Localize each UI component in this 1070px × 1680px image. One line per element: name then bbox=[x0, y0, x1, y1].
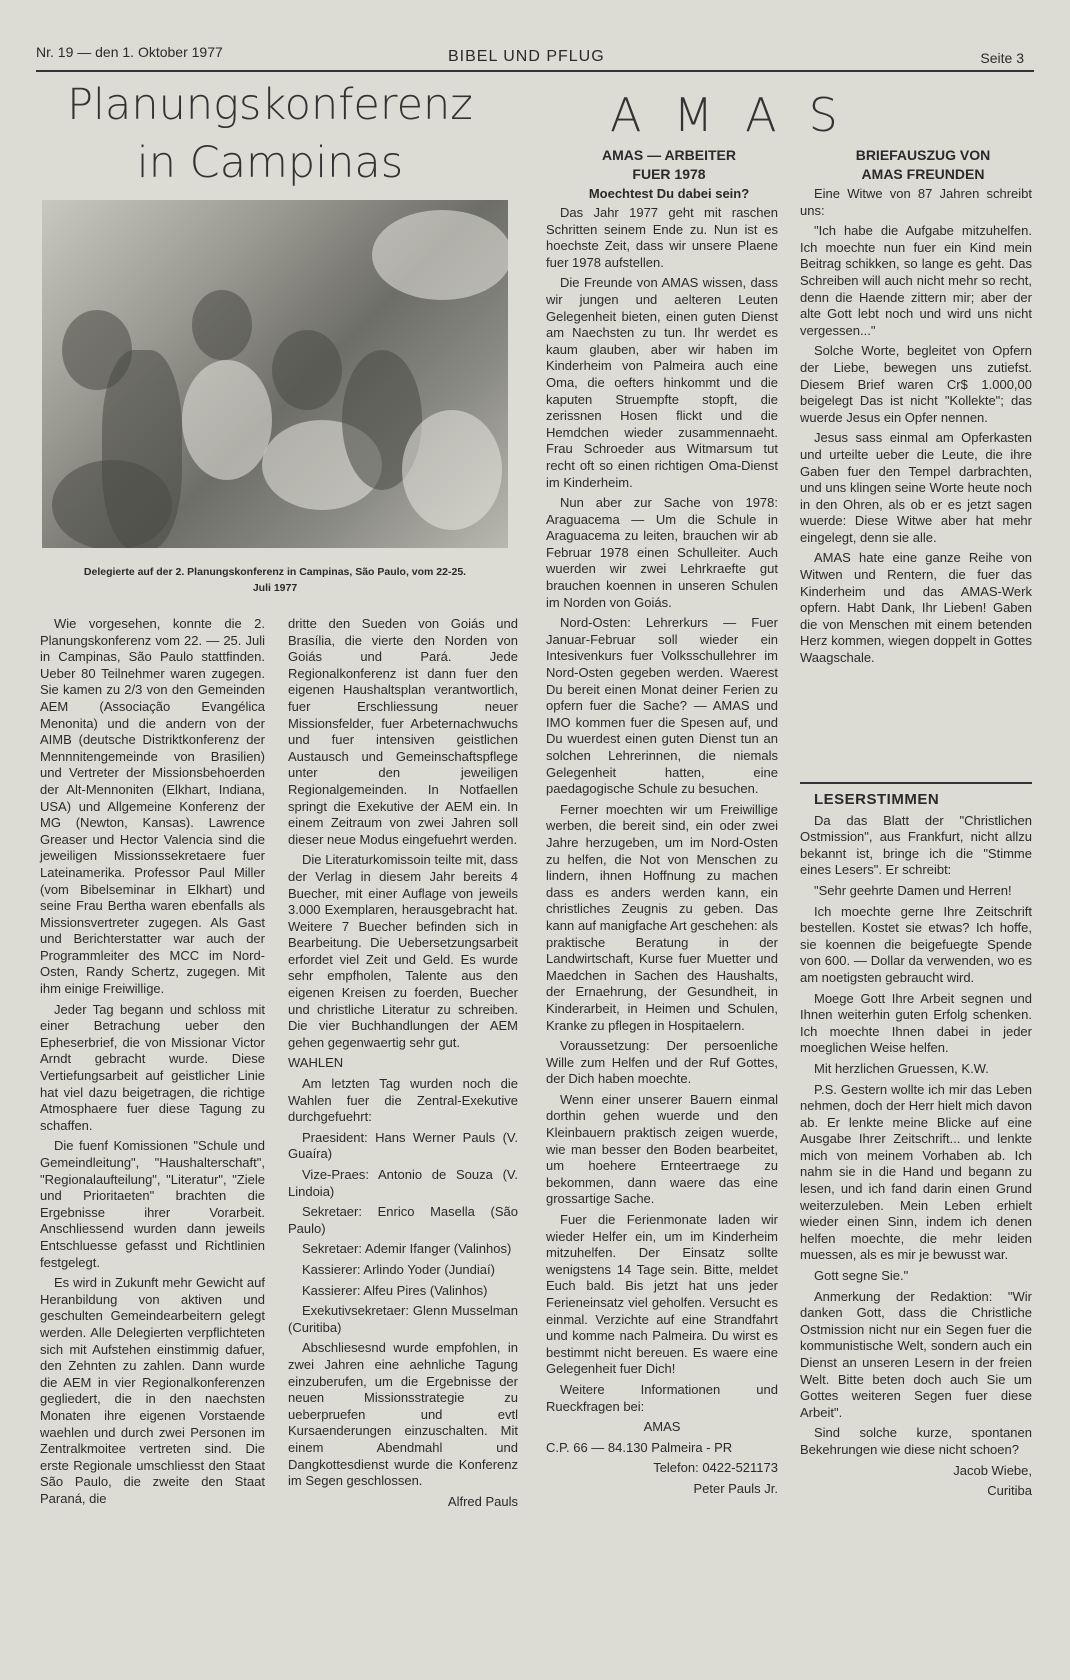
headline-line-2: in Campinas bbox=[136, 138, 404, 188]
headline-line-1: Planungskonferenz bbox=[67, 80, 473, 130]
conference-photo bbox=[42, 200, 508, 548]
paper-name: BIBEL UND PFLUG bbox=[448, 48, 605, 65]
briefauszug-title-1: BRIEFAUSZUG VON bbox=[855, 147, 991, 163]
article-column-1 bbox=[40, 616, 265, 1511]
paragraph: "Ich habe die Aufgabe mitzuhelfen. Ich moechte nun fuer ein Kind mein Beitrag schikken, so lange es geht. Das Schreiben will auch nicht mehr so recht, denn die Haende zittern mir; aber der alte Gott lebt noch und wird uns nicht vergessen..." bbox=[800, 223, 1032, 338]
paragraph: Wenn einer unserer Bauern einmal dorthin gehen wuerde und den Kleinbauern praktisch zeigen wuerde, wie man besser den Boden bearbeitet, um hoehere Ernteertraege zu bekommen, dann waere das eine grossartige Sache. bbox=[546, 1091, 778, 1207]
letters-column bbox=[800, 148, 1032, 671]
wahlen-heading: WAHLEN bbox=[288, 1055, 344, 1071]
paragraph: Sind solche kurze, spontanen Bekehrungen wie diese nicht schoen? bbox=[800, 1425, 1032, 1457]
officer-entry: Sekretaer: Ademir Ifanger (Valinhos) bbox=[302, 1241, 512, 1257]
paragraph: Eine Witwe von 87 Jahren schreibt uns: bbox=[800, 186, 1032, 218]
amas-headline: AMAS bbox=[610, 88, 870, 142]
paragraph: Solche Worte, begleitet von Opfern der Liebe, bewegen uns zutiefst. Diesem Brief waren Cr$ 1.000,00 beigelegt Das ist nicht "Kollekte"; das wuerde Jesus ein Opfer nennen. bbox=[800, 343, 1032, 425]
paragraph: Nord-Osten: Lehrerkurs — Fuer Januar-Februar soll wieder ein Intesivenkurs fuer Volksschullehrer im Nord-Osten gegeben werden. Waerest Du bereit einen Monat deiner Ferien zu opfern fuer die Sache? — AMAS und IMO kommen fuer die Spesen auf, und Du wuerdest einen guten Dienst tun an solchen Lehrerinnen, die niemals Gelegenheit hatten, eine paedagogische Schule zu besuchen. bbox=[546, 615, 778, 797]
paragraph: Die Literaturkomissoin teilte mit, dass der Verlag in diesem Jahr bereits 4 Buecher, mit einer Auflage von jeweils 3.000 Exemplaren, herausgebracht hat. Weitere 7 Buecher befinden sich in Bearbeitung. Die Uebersetzungsarbeit erfordet viel Zeit und Geld. Es wurde sehr empfholen, Talente aus den eigenen Kreisen zu foerden, Buecher und christliche Literatur zu schreiben. Die vier Buchhandlungen der AEM gehen gegenwaertig sehr gut. bbox=[288, 852, 518, 1050]
paragraph: "Sehr geehrte Damen und Herren! bbox=[814, 882, 1012, 898]
reader-signature-name: Jacob Wiebe, bbox=[953, 1462, 1032, 1478]
officer-entry: Vize-Praes: Antonio de Souza (V. Lindoia) bbox=[288, 1167, 518, 1199]
paragraph: Ferner moechten wir um Freiwillige werben, die bereit sind, ein oder zwei Jahre herzugeben, um im Nord-Osten zu helfen, die Not von Menschen zu lindern, ihnen Hoffnung zu machen dass es anders werden kann, ein christliches Zeugnis zu geben. Das kann auf manigfache Art geschehen: als praktische Beratung in der Landwirtschaft, Kurse fuer Muetter und Maedchen in Sachen des Haushalts, der Ernaehrung, der Gesundheit, in Kinderarbeit, in Heimen und Schulen, Kranke zu pflegen in Hospitaelern. bbox=[546, 801, 778, 1033]
contact-phone: Telefon: 0422-521173 bbox=[653, 1460, 778, 1476]
paragraph: Da das Blatt der "Christlichen Ostmission", aus Frankfurt, nicht allzu bekannt ist, bringe ich die "Stimme eines Lesers". Er schreibt: bbox=[800, 812, 1032, 878]
reader-signature-place: Curitiba bbox=[987, 1483, 1032, 1499]
paragraph: Voraussetzung: Der persoenliche Wille zum Helfen und der Ruf Gottes, der Dich haben moechte. bbox=[546, 1038, 778, 1087]
paragraph: Wie vorgesehen, konnte die 2. Planungskonferenz vom 22. — 25. Juli in Campinas, São Paulo stattfinden. Ueber 80 Teilnehmer waren zugegen. Sie kamen zu 2/3 von den Gemeinden AEM (Associação Evangélica Menonita) und die andern von der AIMB (deutsche Distriktkonferenz der Mennnitengemeinde von Brasilien) und Vertreter der Missionsbehoerden der Alt-Mennoniten (Elkhart, Indiana, USA) und Allgemeine Konferenz der MG (Newton, Kansas). Lawrence Greaser und Hector Valencia sind die jeweiligen Missionssekretaere fuer Lateinamerika. Professor Paul Miller (vom Bibelseminar in Elkhart) und seine Frau Bertha waren ebenfalls als Missionsvertreter zugegen. Als Gast und Berichterstatter war auch der Programmleiter des MCC im Nord-Osten, Randy Schertz, zugegen. Mit ihm einige Freiwillige. bbox=[40, 616, 265, 997]
paragraph: Am letzten Tag wurden noch die Wahlen fuer die Zentral-Exekutive durchgefuehrt: bbox=[288, 1076, 518, 1125]
paragraph: Anmerkung der Redaktion: "Wir danken Gott, dass die Christliche Ostmission nicht nur ein Segen fuer die kommunistische Welt, sondern auch ein Dienst an unseren Lesern in der freien Welt. Bitte beten doch auch Sie um Gottes weiteren Segen fuer diese Arbeit". bbox=[800, 1288, 1032, 1420]
contact-name: AMAS bbox=[643, 1419, 681, 1435]
leserstimmen-column bbox=[800, 792, 1032, 1504]
paragraph: Die fuenf Komissionen "Schule und Gemeindleitung", "Haushalterschaft", "Regionalaufteilung", "Literatur", "Ziele und Prioritaeten" brachten die Ergebnisse ihrer Vorarbeit. Anschliessend wurden dann jeweils Entschluesse gefasst und Richtlinien festgelegt. bbox=[40, 1138, 265, 1270]
caption-line-1: Delegierte auf der 2. Planungskonferenz in Campinas, São Paulo, vom 22-25. bbox=[83, 566, 467, 578]
paragraph: Moege Gott Ihre Arbeit segnen und Ihnen weiterhin guten Erfolg schenken. Ich moechte Ihnen dabei in jeder moeglichen Weise helfen. bbox=[800, 990, 1032, 1056]
officer-entry: Praesident: Hans Werner Pauls (V. Guaíra) bbox=[288, 1129, 518, 1162]
paragraph: Es wird in Zukunft mehr Gewicht auf Heranbildung von aktiven und geschulten Gemeindearbeitern gelegt werden. Alle Delegierten verpflichteten sich mit Aufstehen einstimmig dafuer, den Zehnten zu zahlen. Dann wurde die AEM in vier Regionalkonferenzen gegliedert, die in den naechsten Monaten ihre eigenen Vorstaende waehlen und durch zwei Personen im Zentralkmoitee vertreten sind. Die erste Regionale umschliesst den Staat São Paulo, die zweite den Staat Paraná, die bbox=[40, 1275, 265, 1506]
page-header bbox=[36, 40, 1034, 72]
paragraph: Mit herzlichen Gruessen, K.W. bbox=[814, 1060, 989, 1076]
paragraph: Fuer die Ferienmonate laden wir wieder Helfer ein, um im Kinderheim mitzuhelfen. Der Einsatz sollte wenigstens 14 Tage sein. Bitte, meldet Euch bald. Bis jetzt hat uns jeder Ferieneinsatz viel geholfen. Versucht es einmal. Verzichte auf eine Strandfahrt und komme nach Palmeira. Du wirst es bestimmt nicht bereuen. Es waere eine Gelegenheit fuer Dich! bbox=[546, 1212, 778, 1377]
contact-signature: Peter Pauls Jr. bbox=[693, 1480, 778, 1496]
paragraph: Jesus sass einmal am Opferkasten und urteilte ueber die Leute, die ihre Gaben fuer den Tempel darbrachten, und uns klingen seine Worte heute noch in den Ohren, als ob er es jetzt sagen wuerde: Diese Witwe aber hat mehr eingelegt, denn sie alle. bbox=[800, 430, 1032, 545]
paragraph: Das Jahr 1977 geht mit raschen Schritten seinem Ende zu. Nun ist es hoechste Zeit, dass wir unsere Plaene fuer 1978 aufstellen. bbox=[546, 205, 778, 270]
page-number: Seite 3 bbox=[980, 50, 1024, 66]
paragraph: Die Freunde von AMAS wissen, dass wir jungen und aelteren Leuten Gelegenheit bieten, einen guten Dienst am Naechsten zu tun. Ihr werdet es kaum glauben, aber wir haben im Kinderheim von Palmeira auch eine Oma, die oefters hinkommt und die kaputen Struempfte stopft, die zerissnen Hosen flickt und die Hemdchen wieder zusammennaeht. Frau Schroeder aus Witmarsum tut recht oft so einen richtigen Oma-Dienst im Kinderheim. bbox=[546, 275, 778, 490]
briefauszug-title-2: AMAS FREUNDEN bbox=[861, 166, 985, 182]
issue-date: Nr. 19 — den 1. Oktober 1977 bbox=[36, 44, 223, 60]
paragraph: Abschliesesnd wurde empfohlen, in zwei Jahren eine aehnliche Tagung einzuberufen, um die Ergebnisse der neuen Missionsstrategie zu ueberpruefen und evtl Kursaenderungen einzuschalten. Mit einem Abendmahl und Dangkottesdienst wurde die Konferenz im Segen geschlossen. bbox=[288, 1340, 518, 1489]
officer-entry: Kassierer: Arlindo Yoder (Jundiaí) bbox=[302, 1261, 495, 1277]
paragraph: AMAS hate eine ganze Reihe von Witwen und Rentern, die fuer das Kinderheim und das AMAS-Werk opfern. Habt Dank, Ihr Lieben! Gaben die von Menschen mit einem betenden Herz kommen, wiegen doppelt in Gottes Waagschale. bbox=[800, 550, 1032, 666]
officer-entry: Exekutivsekretaer: Glenn Musselman (Curitiba) bbox=[288, 1303, 518, 1335]
paragraph: dritte den Sueden von Goiás und Brasília, die vierte den Norden von Goiás und Pará. Jede Regionalkonferenz ist dann fuer den eigenen Haushaltsplan verantwortlich, fuer Erschliessung neuer Missionsfelder, fuer Arbeternachwuchs und fuer intensiven geistlichen Austausch und Gemeinschaftspflege unter den jeweiligen Regionalgemeinden. In Notfaellen springt die Exekutive der AEM ein. In einem Zeitraum von zwei Jahren soll dieser neue Modus eingefuehrt werden. bbox=[288, 616, 518, 847]
paragraph: Nun aber zur Sache von 1978: Araguacema — Um die Schule in Araguacema zu leiten, brauchen wir ab Februar 1978 einen Schulleiter. Auch wuerden wir zwei Lehrkraefte gut brauchen koennen in unseren Schulen im Norden von Goiás. bbox=[546, 495, 778, 610]
amas-subtitle: Moechtest Du dabei sein? bbox=[588, 186, 750, 201]
amas-section-title-1: AMAS — ARBEITER bbox=[601, 147, 737, 163]
paragraph: Jeder Tag begann und schloss mit einer Betrachung ueber den Epheserbrief, die von Missionar Victor Arndt gebracht wurde. Diese Vertiefungsarbeit auf geistlicher Linie hat viel dazu beigetragen, die richtige Atmosphaere fuer diese Tagung zu schaffen. bbox=[40, 1001, 265, 1133]
officer-entry: Sekretaer: Enrico Masella (São Paulo) bbox=[288, 1204, 518, 1236]
officer-entry: Kassierer: Alfeu Pires (Valinhos) bbox=[302, 1282, 488, 1298]
conference-headline bbox=[60, 76, 480, 192]
photo-caption bbox=[40, 564, 510, 596]
paragraph: Weitere Informationen und Rueckfragen bei: bbox=[546, 1381, 778, 1414]
paragraph: P.S. Gestern wollte ich mir das Leben nehmen, doch der Herr hielt mich davon ab. Er lenkte meine Blicke auf eine Ausgabe Ihrer Zeitschrift... und lenkte mich von meinem Vorhaben ab. Ich nahm sie in die Hand und begann zu lesen, und ich fand darin einen Grund weiterzuleben. Mein Leben erhielt wieder einen Sinn, indem ich denen helfen moechte, die mehr leiden muessen, als es mir je bewusst war. bbox=[800, 1081, 1032, 1263]
article-column-2 bbox=[288, 616, 518, 1514]
leserstimmen-heading: LESERSTIMMEN bbox=[814, 791, 940, 808]
amas-section-title-2: FUER 1978 bbox=[632, 166, 706, 182]
contact-address: C.P. 66 — 84.130 Palmeira - PR bbox=[546, 1439, 733, 1455]
paragraph: Ich moechte gerne Ihre Zeitschrift bestellen. Kostet sie etwas? Ich hoffe, sie koennen die beigefuegte Spende von 600. — Dollar da verwenden, wo es am noetigsten gebraucht wird. bbox=[800, 903, 1032, 985]
caption-line-2: Juli 1977 bbox=[252, 582, 298, 594]
section-divider bbox=[800, 782, 1032, 784]
author-signature: Alfred Pauls bbox=[447, 1493, 518, 1509]
amas-column bbox=[546, 148, 778, 1502]
paragraph: Gott segne Sie." bbox=[814, 1268, 909, 1284]
